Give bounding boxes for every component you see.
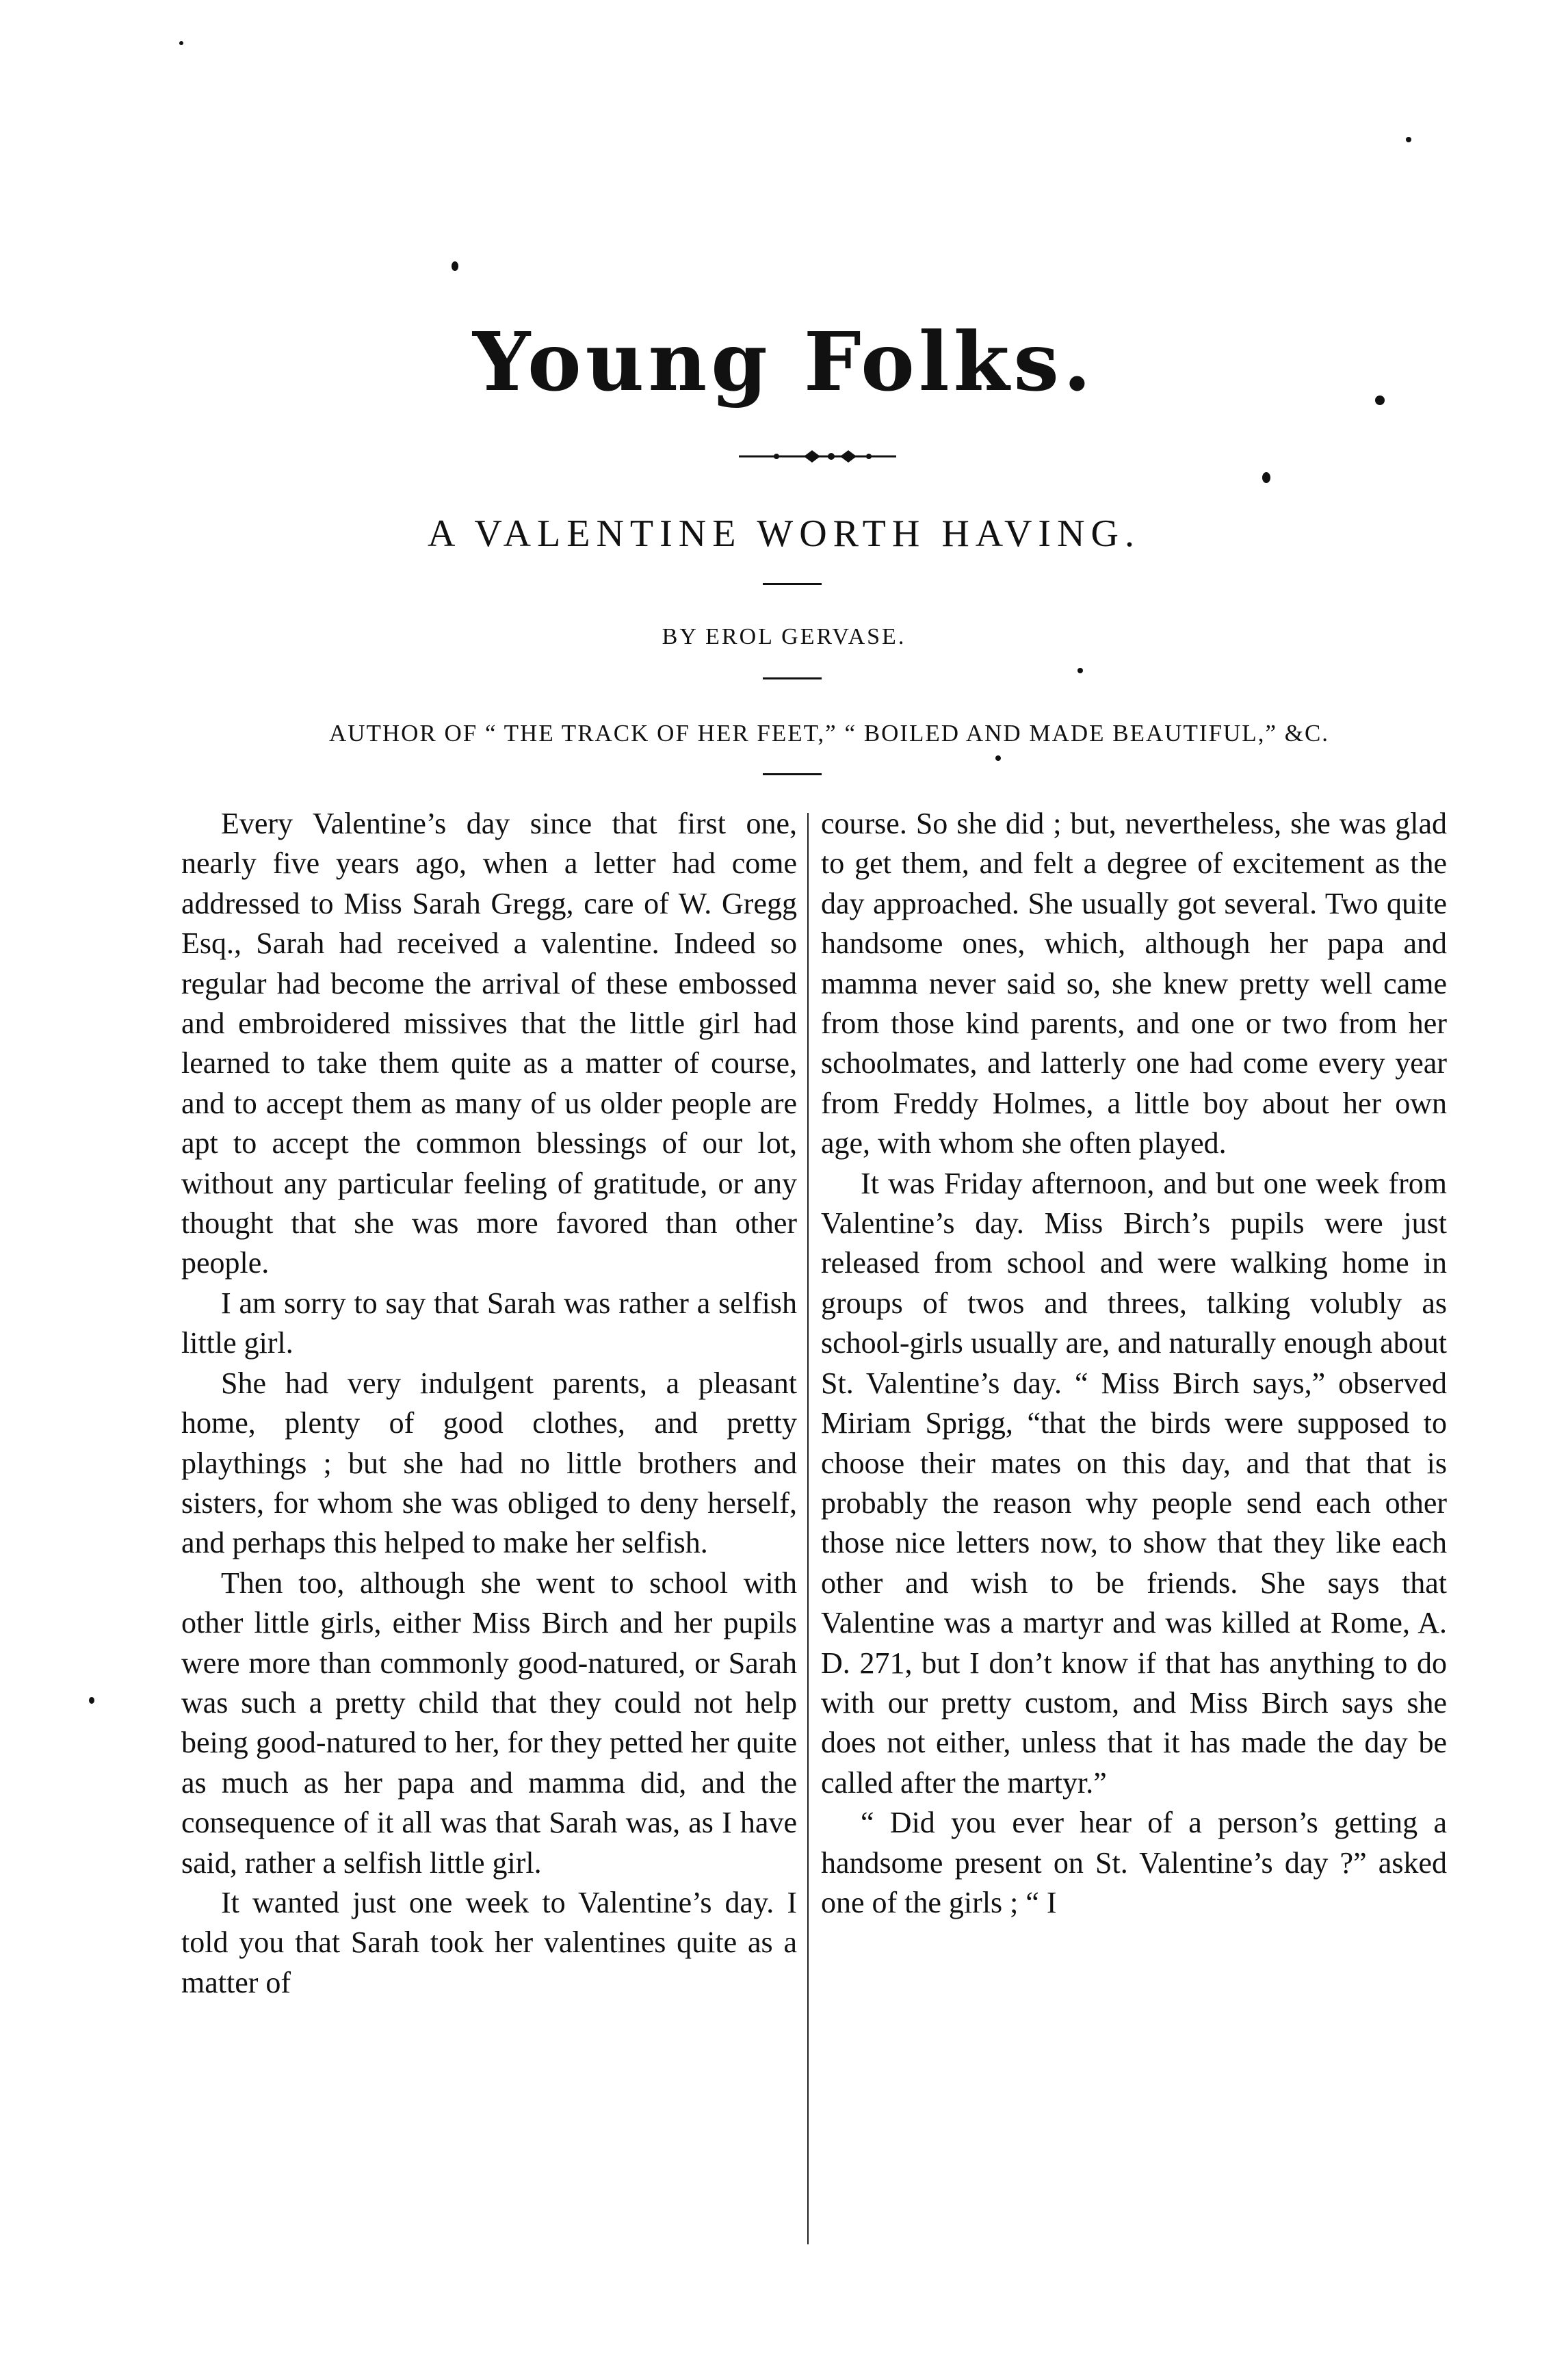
article-title: A VALENTINE WORTH HAVING. [428,513,1140,555]
ink-speck [1262,472,1270,483]
ink-speck [179,41,183,45]
left-column [181,804,797,2003]
ink-speck [1077,668,1083,673]
column-divider [807,813,809,2244]
credits-rule [763,773,822,775]
paragraph: It was Friday afternoon, and but one week from Valentine’s day. Miss Birch’s pupils were just released from school and were walking home in groups of twos and threes, talking volubly as school-girls usually are, and naturally enough about St. Valentine’s day. “ Miss Birch says,” observed Miriam Sprigg, “that the birds were supposed to choose their mates on this day, and that that is probably the reason why people send each other those nice letters now, to show that they like each other and wish to be friends. She says that Valentine was a martyr and was killed at Rome, A. D. 271, but I don’t know if that has anything to do with our pretty custom, and Miss Birch says she does not either, unless that it has made the day be called after the martyr.” [821,1166,1447,1800]
paragraph: She had very indulgent parents, a pleasant home, plenty of good clothes, and pretty playthings ; but she had no little brothers and sisters, for whom she was obliged to deny herself, and perhaps this helped to make her selfish. [181,1366,797,1560]
right-column [821,804,1447,1923]
paragraph: Then too, although she went to school with other little girls, either Miss Birch and her pupils were more than commonly good-natured, or Sarah was such a pretty child that they could not help being good-natured to her, for they petted her quite as much as her papa and mamma did, and the consequence of it all was that Sarah was, as I have said, rather a selfish little girl. [181,1566,797,1880]
ink-speck [452,261,458,271]
byline-rule [763,677,822,679]
paragraph: “ Did you ever hear of a person’s getting a handsome present on St. Valentine’s day ?” asked one of the girls ; “ I [821,1806,1447,1919]
paragraph: course. So she did ; but, nevertheless, she was glad to get them, and felt a degree of excitement as the day approached. She usually got several. Two quite handsome ones, which, although her papa and mamma never said so, she knew pretty well came from those kind parents, and one or two from her schoolmates, and latterly one had come every year from Freddy Holmes, a little boy about her own age, with whom she often played. [821,807,1447,1160]
ink-speck [995,755,1001,761]
paragraph: It wanted just one week to Valentine’s day. I told you that Sarah took her valentines quite as a matter of [181,1885,797,1999]
paragraph: I am sorry to say that Sarah was rather a selfish little girl. [181,1286,797,1360]
paragraph: Every Valentine’s day since that first one, nearly five years ago, when a letter had come addressed to Miss Sarah Gregg, care of W. Gregg Esq., Sarah had received a valentine. Indeed so regular had become the arrival of these embossed and embroidered missives that the little girl had learned to take them quite as a matter of course, and to accept them as many of us older people are apt to accept the common blessings of our lot, without any particular feeling of gratitude, or any thought that she was more favored than other people. [181,807,797,1280]
ornament-divider [739,448,896,465]
ink-speck [89,1697,94,1704]
title-rule [763,583,822,585]
byline: BY EROL GERVASE. [662,624,906,649]
ink-speck [1406,137,1411,142]
author-credits: AUTHOR OF “ THE TRACK OF HER FEET,” “ BOILED AND MADE BEAUTIFUL,” &C. [328,720,1330,747]
masthead: Young Folks. [473,314,1095,409]
